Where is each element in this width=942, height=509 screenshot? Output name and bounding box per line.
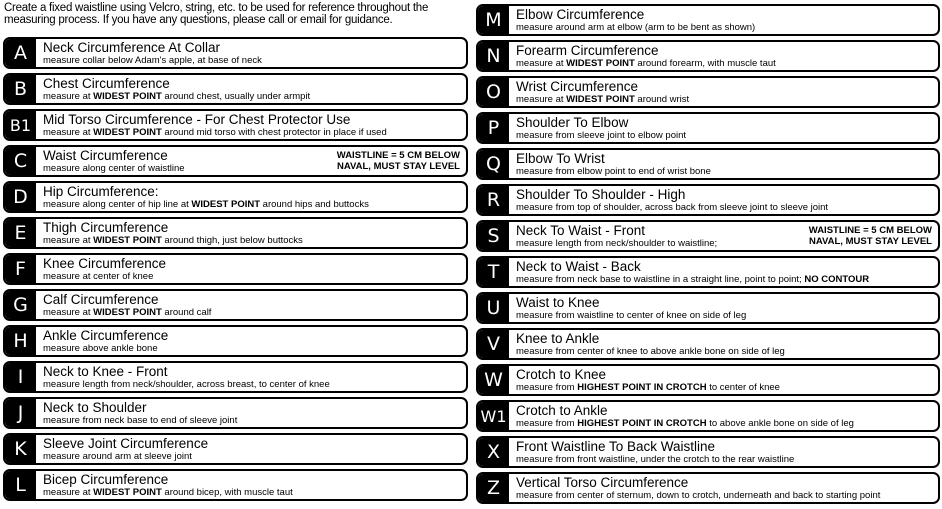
- measurement-letter-badge: E: [5, 219, 36, 247]
- measurement-item-b: [3, 73, 468, 105]
- measurement-letter-badge: M: [478, 6, 509, 34]
- description-text: measure at center of knee: [43, 270, 154, 282]
- measurement-list-right: [476, 4, 940, 504]
- description-emphasis: WIDEST POINT: [93, 486, 162, 498]
- description-text: measure at: [516, 93, 567, 105]
- measurement-title: Sleeve Joint Circumference: [43, 435, 209, 451]
- measurement-letter-badge: G: [5, 291, 36, 319]
- measurement-letter-badge: L: [5, 471, 36, 499]
- measurement-title: Mid Torso Circumference - For Chest Protector Use: [43, 111, 351, 127]
- measurement-title: Shoulder To Elbow: [516, 114, 629, 130]
- measurement-description: [43, 55, 262, 66]
- measurement-item-a: [3, 37, 468, 69]
- description-text: measure from center of sternum, down to crotch, underneath and back to starting point: [516, 489, 881, 501]
- measurement-text: [36, 363, 330, 391]
- measurement-description: [516, 310, 746, 321]
- measurement-text: [36, 327, 168, 355]
- measurement-title: Ankle Circumference: [43, 327, 169, 343]
- measurement-item-f: [3, 253, 468, 285]
- measurement-title: Calf Circumference: [43, 291, 159, 307]
- measurement-letter-badge: T: [478, 258, 509, 286]
- description-emphasis: WIDEST POINT: [93, 90, 162, 102]
- description-text: measure from: [516, 417, 578, 429]
- measurement-description: [43, 271, 166, 282]
- measurement-title: Forearm Circumference: [516, 42, 659, 58]
- measurement-text: [36, 219, 303, 247]
- measurement-letter-badge: J: [5, 399, 36, 427]
- measurement-text: [509, 150, 711, 178]
- measurement-text: [509, 42, 776, 70]
- measurement-item-z: [476, 472, 940, 504]
- measurement-description: [516, 490, 880, 501]
- measurement-text: [36, 111, 387, 139]
- measurement-title: Knee to Ankle: [516, 330, 600, 346]
- measurement-description: [516, 238, 717, 249]
- measurement-text: [509, 366, 780, 394]
- measurement-description: [43, 91, 310, 102]
- description-emphasis: WIDEST POINT: [566, 93, 635, 105]
- measurement-description: [516, 22, 755, 33]
- measurement-text: [36, 183, 369, 211]
- measurement-letter-badge: R: [478, 186, 509, 214]
- measurement-description: [43, 343, 168, 354]
- measurement-text: [509, 78, 689, 106]
- measurement-title: Chest Circumference: [43, 75, 170, 91]
- measurement-title: Front Waistline To Back Waistline: [516, 438, 716, 454]
- measurement-title: Vertical Torso Circumference: [516, 474, 689, 490]
- measurement-text: [509, 186, 828, 214]
- measurement-text: [509, 438, 794, 466]
- description-emphasis: WIDEST POINT: [93, 126, 162, 138]
- measurement-title: Thigh Circumference: [43, 219, 169, 235]
- measurement-item-g: [3, 289, 468, 321]
- measurement-title: Waist to Knee: [516, 294, 600, 310]
- measurement-letter-badge: W1: [478, 402, 509, 430]
- measurement-text: [509, 402, 854, 430]
- measurement-list-left: [3, 37, 468, 501]
- description-text: measure from waistline to center of knee on side of leg: [516, 309, 747, 321]
- description-text: measure from neck base to end of sleeve joint: [43, 414, 238, 426]
- description-text: measure along center of hip line at: [43, 198, 192, 210]
- measurement-item-c: [3, 145, 468, 177]
- waistline-note: [337, 150, 460, 172]
- measurement-title: Crotch to Ankle: [516, 402, 608, 418]
- measurement-letter-badge: A: [5, 39, 36, 67]
- description-text: to center of knee: [706, 381, 780, 393]
- description-text: to above ankle bone on side of leg: [706, 417, 854, 429]
- measurement-title: Bicep Circumference: [43, 471, 169, 487]
- measurement-item-r: [476, 184, 940, 216]
- waistline-note-line: NAVAL, MUST STAY LEVEL: [809, 236, 932, 247]
- description-emphasis: HIGHEST POINT IN CROTCH: [577, 417, 707, 429]
- measurement-description: [43, 415, 237, 426]
- measurement-text: [509, 222, 717, 250]
- description-text: around thigh, just below buttocks: [161, 234, 303, 246]
- measurement-item-s: [476, 220, 940, 252]
- measurement-text: [36, 75, 310, 103]
- measurement-letter-badge: Z: [478, 474, 509, 502]
- description-text: measure from neck base to waistline in a straight line, point to point;: [516, 273, 805, 285]
- measurement-text: [36, 255, 166, 283]
- measurement-title: Neck to Waist - Back: [516, 258, 641, 274]
- measurement-item-o: [476, 76, 940, 108]
- measurement-text: [509, 114, 686, 142]
- measurement-text: [509, 474, 880, 502]
- measurement-item-x: [476, 436, 940, 468]
- measurement-item-w1: [476, 400, 940, 432]
- description-emphasis: WIDEST POINT: [93, 306, 162, 318]
- measurement-letter-badge: B: [5, 75, 36, 103]
- measurement-item-w: [476, 364, 940, 396]
- measurement-description: [516, 166, 711, 177]
- description-emphasis: HIGHEST POINT IN CROTCH: [577, 381, 707, 393]
- measurement-letter-badge: S: [478, 222, 509, 250]
- description-text: around forearm, with muscle taut: [634, 57, 776, 69]
- measurement-letter-badge: I: [5, 363, 36, 391]
- measurement-description: [516, 382, 780, 393]
- description-text: measure above ankle bone: [43, 342, 158, 354]
- measurement-description: [43, 199, 369, 210]
- measurement-description: [43, 379, 330, 390]
- measurement-text: [36, 399, 237, 427]
- measurement-item-m: [476, 4, 940, 36]
- measurement-title: Wrist Circumference: [516, 78, 639, 94]
- measurement-title: Knee Circumference: [43, 255, 167, 271]
- measurement-description: [516, 130, 686, 141]
- description-text: measure at: [43, 306, 94, 318]
- measurement-letter-badge: X: [478, 438, 509, 466]
- description-emphasis: WIDEST POINT: [93, 234, 162, 246]
- measurement-description: [43, 163, 185, 174]
- measurement-item-j: [3, 397, 468, 429]
- description-emphasis: WIDEST POINT: [566, 57, 635, 69]
- measurement-text: [36, 147, 185, 175]
- measurement-item-v: [476, 328, 940, 360]
- measurement-item-e: [3, 217, 468, 249]
- description-text: measure length from neck/shoulder, across breast, to center of knee: [43, 378, 330, 390]
- measurement-letter-badge: D: [5, 183, 36, 211]
- measurement-title: Neck to Knee - Front: [43, 363, 168, 379]
- description-text: measure from top of shoulder, across back from sleeve joint to sleeve joint: [516, 201, 829, 213]
- description-text: measure around arm at elbow (arm to be bent as shown): [516, 21, 756, 33]
- measurement-title: Neck Circumference At Collar: [43, 39, 221, 55]
- measurement-letter-badge: H: [5, 327, 36, 355]
- measurement-item-n: [476, 40, 940, 72]
- measurement-description: [516, 346, 785, 357]
- measurement-title: Elbow Circumference: [516, 6, 645, 22]
- description-text: measure from elbow point to end of wrist bone: [516, 165, 711, 177]
- measurement-title: Neck to Shoulder: [43, 399, 147, 415]
- measurement-text: [36, 39, 262, 67]
- measurement-letter-badge: F: [5, 255, 36, 283]
- measurement-text: [36, 471, 293, 499]
- measurement-description: [516, 274, 869, 285]
- waistline-note: [809, 225, 932, 247]
- measurement-letter-badge: Q: [478, 150, 509, 178]
- measurement-letter-badge: C: [5, 147, 36, 175]
- description-text: measure length from neck/shoulder to waistline;: [516, 237, 718, 249]
- description-emphasis: NO CONTOUR: [804, 273, 870, 285]
- measurement-item-d: [3, 181, 468, 213]
- measurement-title: Neck To Waist - Front: [516, 222, 646, 238]
- measurement-description: [516, 202, 828, 213]
- description-text: around wrist: [634, 93, 690, 105]
- measurement-letter-badge: U: [478, 294, 509, 322]
- measurement-title: Crotch to Knee: [516, 366, 607, 382]
- description-text: measure collar below Adam's apple, at base of neck: [43, 54, 262, 66]
- measurement-letter-badge: O: [478, 78, 509, 106]
- measurement-description: [516, 454, 794, 465]
- measurement-title: Hip Circumference:: [43, 183, 159, 199]
- description-text: around chest, usually under armpit: [161, 90, 311, 102]
- measurement-title: Waist Circumference: [43, 147, 168, 163]
- description-text: around hips and buttocks: [260, 198, 369, 210]
- measurement-description: [43, 307, 211, 318]
- measurement-item-l: [3, 469, 468, 501]
- measurement-description: [43, 127, 387, 138]
- measurement-item-k: [3, 433, 468, 465]
- measurement-description: [516, 58, 776, 69]
- measurement-description: [516, 418, 854, 429]
- description-text: measure from sleeve joint to elbow point: [516, 129, 687, 141]
- measurement-text: [509, 294, 746, 322]
- description-text: measure at: [43, 90, 94, 102]
- measurement-description: [43, 235, 303, 246]
- description-text: measure at: [43, 126, 94, 138]
- measurement-title: Shoulder To Shoulder - High: [516, 186, 686, 202]
- measurement-letter-badge: W: [478, 366, 509, 394]
- description-text: measure at: [43, 234, 94, 246]
- description-text: around bicep, with muscle taut: [161, 486, 293, 498]
- measurement-text: [36, 435, 208, 463]
- measurement-description: [43, 451, 208, 462]
- description-text: around mid torso with chest protector in place if used: [161, 126, 387, 138]
- measurement-letter-badge: K: [5, 435, 36, 463]
- description-text: measure from center of knee to above ankle bone on side of leg: [516, 345, 785, 357]
- description-emphasis: WIDEST POINT: [191, 198, 261, 210]
- intro-instructions: Create a fixed waistline using Velcro, string, etc. to be used for reference throughout the measuring process. If you have any questions, please call or email for guidance.: [4, 2, 429, 26]
- measurement-description: [516, 94, 689, 105]
- measurement-text: [509, 330, 785, 358]
- description-text: measure at: [43, 486, 94, 498]
- measurement-item-b1: [3, 109, 468, 141]
- measurement-item-q: [476, 148, 940, 180]
- measurement-text: [36, 291, 211, 319]
- measurement-letter-badge: B1: [5, 111, 36, 139]
- measurement-description: [43, 487, 293, 498]
- measurement-item-u: [476, 292, 940, 324]
- measurement-item-h: [3, 325, 468, 357]
- description-text: measure around arm at sleeve joint: [43, 450, 192, 462]
- waistline-note-line: NAVAL, MUST STAY LEVEL: [337, 161, 460, 172]
- measurement-text: [509, 6, 755, 34]
- measurement-letter-badge: N: [478, 42, 509, 70]
- description-text: around calf: [161, 306, 212, 318]
- measurement-item-t: [476, 256, 940, 288]
- measurement-letter-badge: P: [478, 114, 509, 142]
- description-text: measure from: [516, 381, 578, 393]
- measurement-item-p: [476, 112, 940, 144]
- waistline-note-line: WAISTLINE = 5 CM BELOW: [808, 225, 932, 236]
- measurement-item-i: [3, 361, 468, 393]
- measurement-letter-badge: V: [478, 330, 509, 358]
- measurement-title: Elbow To Wrist: [516, 150, 605, 166]
- waistline-note-line: WAISTLINE = 5 CM BELOW: [336, 150, 460, 161]
- description-text: measure along center of waistline: [43, 162, 185, 174]
- description-text: measure from front waistline, under the crotch to the rear waistline: [516, 453, 795, 465]
- description-text: measure at: [516, 57, 567, 69]
- measurement-text: [509, 258, 869, 286]
